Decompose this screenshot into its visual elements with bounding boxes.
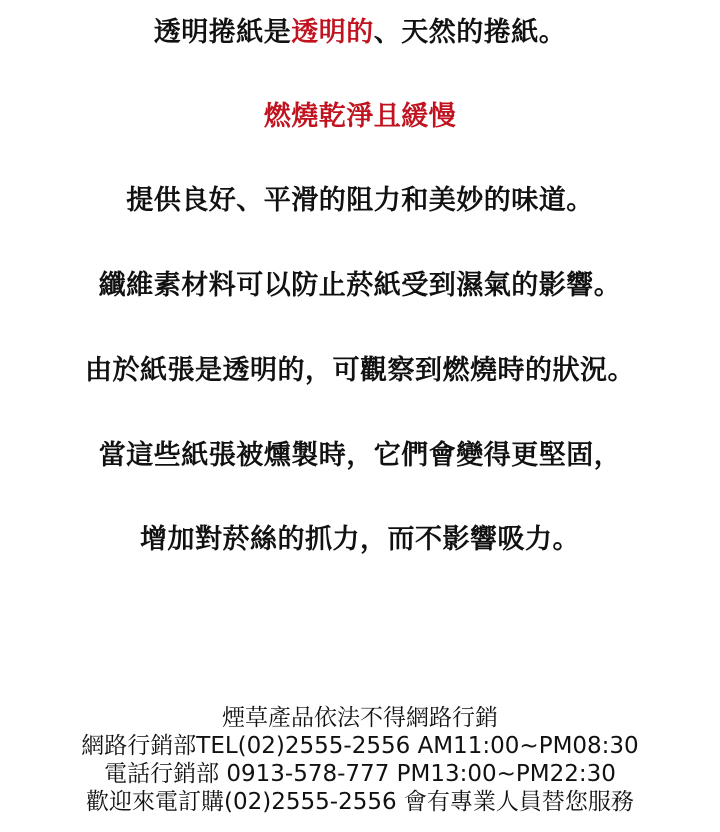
- footer-notice: 煙草產品依法不得網路行銷: [222, 705, 498, 731]
- footer-online-sales: 網路行銷部TEL(02)2555-2556 AM11:00~PM08:30: [81, 733, 639, 759]
- feature-line: 由於紙張是透明的，可觀察到燃燒時的狀況。: [85, 355, 635, 386]
- intro-prefix: 透明捲紙是: [153, 17, 292, 48]
- intro-line: [0, 16, 720, 50]
- footer-phone-sales: 電話行銷部 0913-578-777 PM13:00~PM22:30: [104, 761, 616, 787]
- feature-line: 纖維素材料可以防止菸紙受到濕氣的影響。: [98, 270, 622, 301]
- headline: 燃燒乾淨且緩慢: [263, 101, 457, 132]
- intro-highlight: 透明的: [291, 17, 374, 48]
- feature-line: 提供良好、平滑的阻力和美妙的味道。: [126, 185, 594, 216]
- feature-line: 當這些紙張被燻製時，它們會變得更堅固，: [98, 440, 622, 471]
- intro-suffix: 、天然的捲紙。: [373, 17, 567, 48]
- feature-line: 增加對菸絲的抓力，而不影響吸力。: [140, 524, 580, 555]
- footer-order-info: 歡迎來電訂購(02)2555-2556 會有專業人員替您服務: [86, 789, 634, 815]
